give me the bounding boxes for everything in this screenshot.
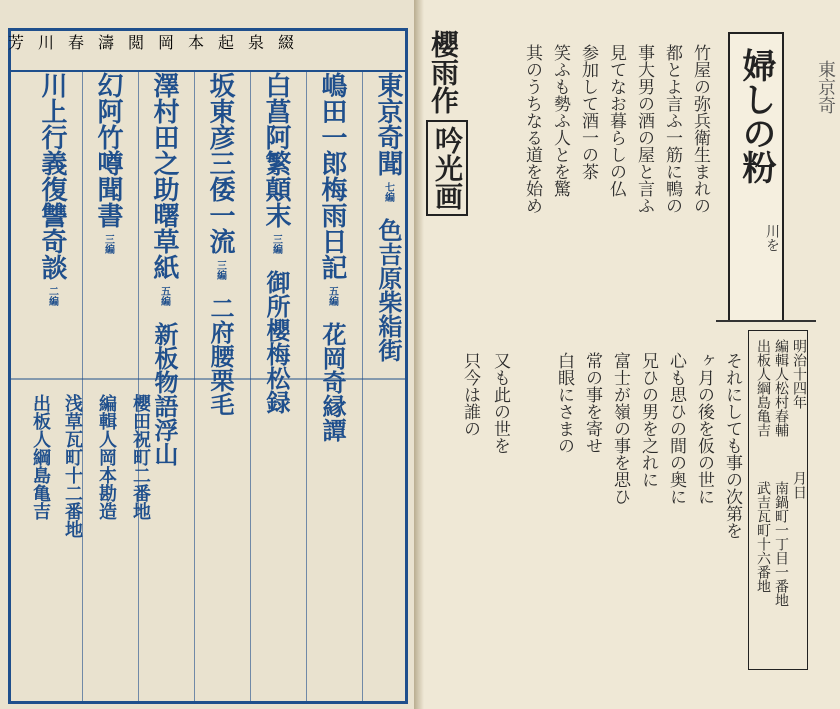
text-column: 都とよ言ふ一筋に鴨の <box>662 44 682 214</box>
author-credit <box>426 30 472 320</box>
entry-title: 東京奇聞 <box>373 72 403 176</box>
work-title: 婦しの粉 <box>736 48 776 184</box>
work-subtitle: 川を <box>764 224 780 252</box>
column-divider <box>250 72 251 702</box>
text-column: 常の事を寄せ <box>582 352 602 454</box>
text-column: 富士が嶺の事を思ひ <box>610 352 630 505</box>
entry-volume: 五編 <box>158 286 170 306</box>
catalog-entry <box>252 72 300 414</box>
book-gutter <box>414 0 424 709</box>
text-column: 白眼にさまの <box>554 352 574 454</box>
text-column: 見てなお暮らしの仏 <box>606 44 626 197</box>
catalog-header: 芳川春濤閲岡本起泉綴 <box>8 30 408 72</box>
entry-volume: 三編 <box>102 234 114 254</box>
column-divider <box>138 72 139 702</box>
entry-title: 川上行義復讐奇談 <box>37 72 67 280</box>
entry-volume: 三編 <box>214 260 226 280</box>
entry-volume: 二編 <box>46 286 58 306</box>
colophon-date: 明治十四年 <box>791 339 807 409</box>
text-column: 只今は誰の <box>460 352 480 437</box>
publisher-line: 櫻田祝町二番地 <box>130 394 151 520</box>
text-column: 笑ふも勢ふ人とを驚 <box>550 44 570 197</box>
publisher-line: 浅草瓦町十二番地 <box>62 394 83 538</box>
column-divider <box>194 72 195 702</box>
publisher-line: 編輯人岡本勘造 <box>96 394 117 520</box>
text-column: 事大男の酒の屋と言ふ <box>634 44 654 214</box>
catalog-entry <box>364 72 412 362</box>
publisher-line: 出板人綱島亀吉 <box>30 394 51 520</box>
catalog-entry <box>196 72 244 416</box>
colophon-publisher: 出板人綱島亀吉 <box>755 339 771 437</box>
colophon-address: 武吉瓦町十六番地 <box>755 481 771 593</box>
advert-title: 二府腰栗毛 <box>206 296 235 416</box>
text-column: ヶ月の後を仮の世に <box>694 352 714 505</box>
divider-line <box>716 320 816 322</box>
text-column: 竹屋の弥兵衛生まれの <box>690 44 710 214</box>
catalog-entry <box>308 72 356 442</box>
column-divider <box>306 72 307 702</box>
advert-title: 花岡奇縁譚 <box>318 322 347 442</box>
catalog-entry <box>28 72 76 306</box>
illustrator-name: 吟光画 <box>426 120 468 216</box>
entry-title: 白菖阿繁顛末 <box>261 72 291 228</box>
column-divider <box>82 72 83 702</box>
entry-volume: 五編 <box>326 286 338 306</box>
text-column: 其のうちなる道を始め <box>522 44 542 214</box>
entry-title: 澤村田之助曙草紙 <box>149 72 179 280</box>
text-column: 参加して酒一の茶 <box>578 44 598 180</box>
entry-title: 幻阿竹噂聞書 <box>93 72 123 228</box>
entry-title: 嶋田一郎梅雨日記 <box>317 72 347 280</box>
catalog-entry <box>84 72 132 254</box>
margin-text: 東京奇 <box>815 60 836 114</box>
text-column: それにしても事の次第を <box>722 352 742 539</box>
colophon-date: 月日 <box>791 471 807 499</box>
entry-volume: 七編 <box>382 182 394 202</box>
colophon-address: 南鍋町一丁目一番地 <box>773 481 789 607</box>
work-title-box <box>728 32 784 322</box>
advert-title: 御所櫻梅松録 <box>262 270 291 414</box>
text-column: 兄ひの男を之れに <box>638 352 658 488</box>
author-name: 櫻雨作 <box>427 30 460 114</box>
advert-title: 色吉原柴𥿻街 <box>374 218 403 362</box>
entry-title: 坂東彦三倭一流 <box>205 72 235 254</box>
text-column: 心も思ひの間の奥に <box>666 352 686 505</box>
column-divider <box>362 72 363 702</box>
text-column: 又も此の世を <box>490 352 510 454</box>
advert-title: 新板物語浮山 <box>150 322 179 466</box>
colophon-box <box>748 330 808 670</box>
colophon-editor: 編輯人松村春輔 <box>773 339 789 437</box>
entry-volume: 三編 <box>270 234 282 254</box>
